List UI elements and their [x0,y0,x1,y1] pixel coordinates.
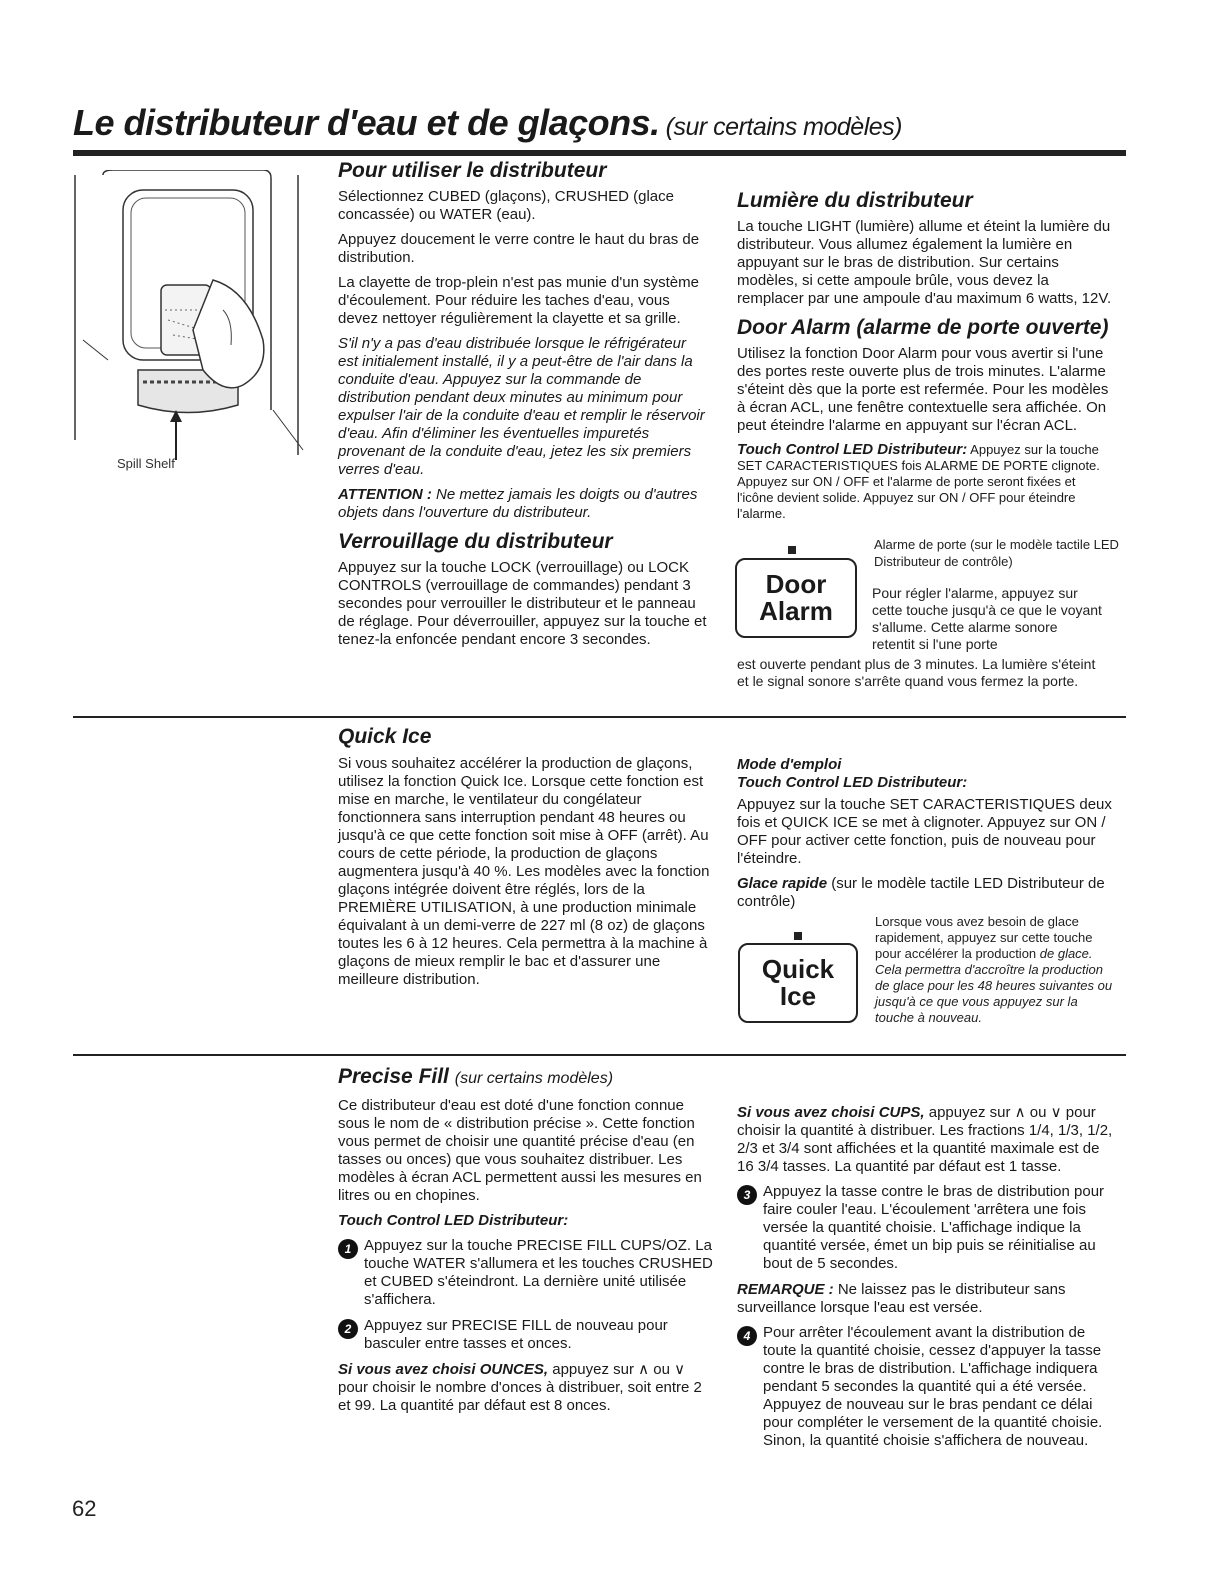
remark-text: Ne laissez pas le distributeur sans surveillance lorsque l'eau est versée. [737,1281,1066,1316]
section-divider-2 [73,1054,1126,1056]
page-number: 62 [72,1496,97,1521]
step-2-number-icon: 2 [338,1319,358,1339]
step-3 [737,1183,1115,1273]
quick-ice-indicator-icon [794,932,802,940]
cups-paragraph [737,1104,1115,1176]
quick-ice-touch-control-label: Touch Control LED Distributeur: [737,774,968,791]
section-quick-ice [338,724,718,996]
step-2 [338,1317,718,1353]
remark-label: REMARQUE : [737,1281,834,1298]
heading-quick-ice: Quick Ice [338,725,432,748]
spill-shelf-label: Spill Shelf [117,456,175,471]
quick-ice-button[interactable] [738,943,858,1023]
mode-emploi-label: Mode d'emploi [737,756,842,773]
page-title-main: Le distributeur d'eau et de glaçons. [73,102,660,143]
heading-use-dispenser: Pour utiliser le distributeur [338,159,607,182]
step-4-number-icon: 4 [737,1326,757,1346]
header-rule [73,150,1126,156]
section-precise-fill [338,1064,718,1422]
step-1-text: Appuyez sur la touche PRECISE FILL CUPS/OZ. La touche WATER s'allumera et les touches CRUSHED et CUBED s'éteindront. La dernière unité utilisée s'affichera. [364,1237,713,1308]
lock-paragraph: Appuyez sur la touche LOCK (verrouillage) ou LOCK CONTROLS (verrouillage de commandes) pendant 3 secondes pour verrouiller le distributeur et le panneau de réglage. Pour déverrouiller, appuyez sur la touche et tenez-la enfoncée pendant encore 3 secondes. [338,559,707,648]
quick-ice-button-line1: Quick [761,954,835,984]
section-dispenser-use [338,158,710,656]
door-alarm-side-text: Pour régler l'alarme, appuyez sur cette touche jusqu'à ce que le voyant s'allume. Cette alarme sonore retentit si l'une porte [872,585,1102,652]
section-precise-fill-cont [737,1104,1115,1458]
precise-fill-touch-control-label: Touch Control LED Distributeur: [338,1212,569,1229]
use-paragraph-1: Sélectionnez CUBED (glaçons), CRUSHED (glace concassée) ou WATER (eau). [338,188,674,223]
use-paragraph-2: Appuyez doucement le verre contre le haut du bras de distribution. [338,231,700,266]
door-alarm-bottom-text: est ouverte pendant plus de 3 minutes. La lumière s'éteint et le signal sonore s'arrête quand vous fermez la porte. [737,656,1096,689]
quick-ice-paragraph: Si vous souhaitez accélérer la production de glaçons, utilisez la fonction Quick Ice. Lorsque cette fonction est mise en marche, le ventilateur du congélateur fonctionnera sans interruption pendant 48 heures ou jusqu'à ce que cette fonction soit mise à OFF (arrêt). Au cours de cette période, la production de glaçons augmentera jusqu'à 40 %. Les modèles avec la fonction glaçons intégrée doivent être réglés, lors de la PREMIÈRE UTILISATION, à une production minimale équivalant à un demi-verre de 227 ml (8 oz) de glaçons toutes les 6 à 12 heures. Cela permettra à la machine à glaçons de mieux remplir le bac et d'assurer une meilleure distribution. [338,755,710,988]
door-alarm-paragraph: Utilisez la fonction Door Alarm pour vous avertir si l'une des portes reste ouverte plus de trois minutes. L'alarme s'éteint dès que la porte est refermée. Pour les modèles à écran ACL, une fenêtre contextuelle sera affichée. On peut éteindre l'alarme en appuyant sur l'écran ACL. [737,345,1109,434]
step-4 [737,1324,1115,1450]
ounces-label: Si vous avez choisi OUNCES, [338,1361,549,1378]
section-divider-1 [73,716,1126,718]
heading-dispenser-light: Lumière du distributeur [737,189,973,212]
quick-ice-side-text [875,914,1115,1026]
cups-text: appuyez sur ∧ ou ∨ pour choisir la quantité à distribuer. Les fractions 1/4, 1/3, 1/2, 2/3 et 3/4 sont affichées et la quantité maximale est de 16 3/4 tasses. La quantité par défaut est 1 tasse. [737,1104,1113,1175]
warning-paragraph [338,486,710,522]
ounces-paragraph [338,1361,718,1415]
door-alarm-button[interactable] [735,558,857,638]
page-title [73,102,902,144]
use-paragraph-4: S'il n'y a pas d'eau distribuée lorsque le réfrigérateur est initialement installé, il y a peut-être de l'air dans la conduite d'eau. Appuyez sur la commande de distribution pendant deux minutes au minimum pour expulser l'air de la conduite d'eau et remplir le réservoir d'eau. Afin d'éliminer les éventuelles impuretés provenant de la conduite d'eau, jetez les six premiers verres d'eau. [338,335,705,478]
heading-precise-fill-sub: (sur certains modèles) [454,1070,614,1087]
quick-ice-caption [737,875,1115,911]
light-paragraph: La touche LIGHT (lumière) allume et éteint la lumière du distributeur. Vous allumez également la lumière en appuyant sur le bras de distribution. Sur certains modèles, si cette ampoule brûle, vous devez la remplacer par une ampoule d'au maximum 6 watts, 12V. [737,218,1112,307]
ounces-text: appuyez sur ∧ ou ∨ pour choisir le nombre d'onces à distribuer, soit entre 2 et 99. La quantité par défaut est 8 onces. [338,1361,702,1414]
use-paragraph-3: La clayette de trop-plein n'est pas munie d'un système d'écoulement. Pour réduire les taches d'eau, vous devez nettoyer régulièrement la clayette et sa grille. [338,274,699,327]
door-alarm-touch-control [737,442,1115,522]
touch-control-label: Touch Control LED Distributeur: [737,441,968,458]
step-1-number-icon: 1 [338,1239,358,1259]
quick-ice-instructions: Appuyez sur la touche SET CARACTERISTIQUES deux fois et QUICK ICE se met à clignoter. Appuyez sur ON / OFF pour activer cette fonction, puis de nouveau pour l'éteindre. [737,796,1112,867]
door-alarm-button-line2: Alarm [759,596,833,626]
precise-fill-paragraph: Ce distributeur d'eau est doté d'une fonction connue sous le nom de « distribution précise ». Cette fonction vous permet de choisir une quantité précise d'eau (en tasses ou onces) que vous souhaitez distribuer. Les modèles à écran ACL permettent aussi les mesures en litres ou en chopines. [338,1097,702,1204]
step-2-text: Appuyez sur PRECISE FILL de nouveau pour basculer entre tasses et onces. [364,1317,668,1352]
warning-label: ATTENTION : [338,486,432,503]
step-4-text: Pour arrêter l'écoulement avant la distribution de toute la quantité choisie, cessez d'appuyer la tasse contre le bras de distribution. L'affichage indiquera pendant 5 secondes la quantité qui a été versée. Appuyez de nouveau sur le bras pendant ce délai pour compléter le versement de la quantité choisie. Sinon, la quantité choisie s'affichera de nouveau. [763,1324,1103,1449]
remark-paragraph [737,1281,1115,1317]
heading-dispenser-lock: Verrouillage du distributeur [338,530,613,553]
dispenser-illustration [73,170,318,470]
heading-precise-fill-main: Precise Fill [338,1065,449,1088]
quick-ice-side-italic: de glace. Cela permettra d'accroître la production de glace pour les 48 heures suivantes ou jusqu'à ce que vous appuyez sur la touche à nouveau. [875,946,1113,1025]
quick-ice-caption-text: (sur le modèle tactile LED Distributeur de contrôle) [737,875,1105,910]
door-alarm-indicator-icon [788,546,796,554]
warning-text: Ne mettez jamais les doigts ou d'autres objets dans l'ouverture du distributeur. [338,486,698,521]
heading-precise-fill [338,1064,718,1091]
cups-label: Si vous avez choisi CUPS, [737,1104,925,1121]
section-quick-ice-instructions [737,756,1115,918]
page-title-subtitle: (sur certains modèles) [665,113,902,141]
heading-door-alarm: Door Alarm (alarme de porte ouverte) [737,316,1109,339]
quick-ice-side-normal: Lorsque vous avez besoin de glace rapidement, appuyez sur cette touche pour accélérer la production [875,914,1093,961]
quick-ice-caption-label: Glace rapide [737,875,828,892]
step-1 [338,1237,718,1309]
door-alarm-caption: Alarme de porte (sur le modèle tactile LED Distributeur de contrôle) [874,537,1119,569]
quick-ice-button-line2: Ice [779,981,817,1011]
step-3-text: Appuyez la tasse contre le bras de distribution pour faire couler l'eau. L'écoulement 'arrêtera une fois versée la quantité choisie. L'affichage indique la quantité versée, émet un bip puis se réinitialise au bout de 5 secondes. [763,1183,1105,1272]
door-alarm-button-line1: Door [765,569,827,599]
touch-control-text: Appuyez sur la touche SET CARACTERISTIQUES fois ALARME DE PORTE clignote. Appuyez sur ON / OFF et l'alarme de porte seront fixées et l'icône devient solide. Appuyez sur ON / OFF pour éteindre l'alarme. [737,442,1100,521]
step-3-number-icon: 3 [737,1185,757,1205]
section-dispenser-light [737,188,1115,529]
